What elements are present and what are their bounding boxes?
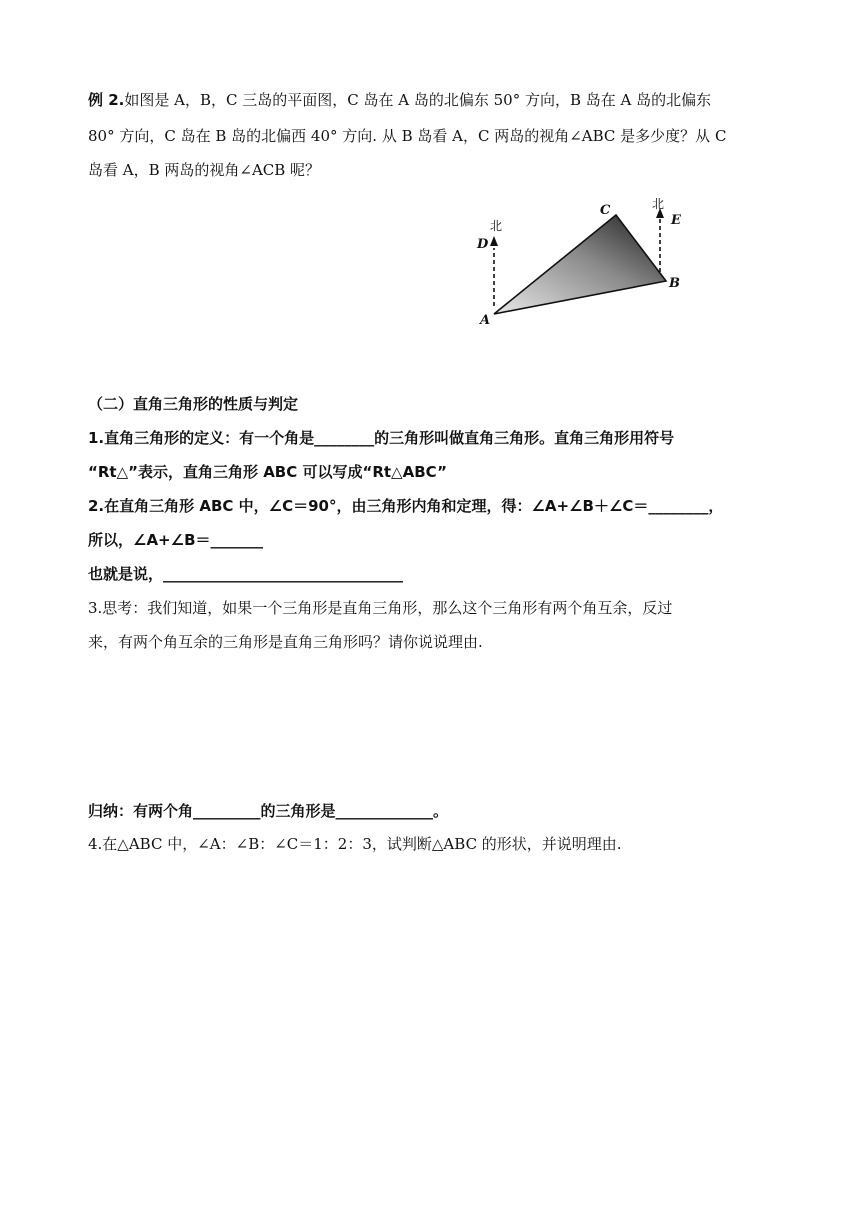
example-2-line-2: 80° 方向，C 岛在 B 岛的北偏西 40° 方向. 从 B 岛看 A，C 两岛的视角∠ABC 是多少度？从 C bbox=[88, 127, 727, 145]
example-2-line-3: 岛看 A，B 两岛的视角∠ACB 呢？ bbox=[88, 161, 321, 179]
north-label-right: 北 bbox=[652, 197, 665, 211]
label-d: D bbox=[477, 237, 489, 252]
label-c: C bbox=[600, 203, 611, 218]
example-2-text-1: 如图是 A，B，C 三岛的平面图，C 岛在 A 岛的北偏东 50° 方向，B 岛在 A 岛的北偏东 bbox=[124, 91, 712, 109]
label-a: A bbox=[480, 313, 491, 328]
q3-line-2: 来，有两个角互余的三角形是直角三角形吗？请你说说理由. bbox=[88, 633, 483, 651]
q2-line-3: 也就是说，________________________________ bbox=[88, 565, 404, 583]
north-arrow-a-icon bbox=[490, 236, 498, 246]
q1-line-2: “Rt△”表示，直角三角形 ABC 可以写成“Rt△ABC” bbox=[88, 463, 448, 481]
q2-line-1: 2.在直角三角形 ABC 中，∠C＝90°，由三角形内角和定理，得：∠A+∠B＋∠C＝________， bbox=[88, 497, 724, 515]
example-2-line-1 bbox=[88, 90, 711, 110]
example-2-label: 例 2. bbox=[88, 91, 125, 109]
label-b: B bbox=[669, 276, 680, 291]
section-2-heading: （二）直角三角形的性质与判定 bbox=[88, 395, 299, 413]
triangle-abc bbox=[494, 215, 666, 314]
q4-line: 4.在△ABC 中，∠A：∠B：∠C＝1：2：3，试判断△ABC 的形状，并说明理由. bbox=[88, 835, 622, 853]
north-label-left: 北 bbox=[490, 219, 503, 233]
q2-line-2: 所以，∠A+∠B＝_______ bbox=[88, 531, 264, 549]
q1-line-1: 1.直角三角形的定义：有一个角是________的三角形叫做直角三角形。直角三角形用符号 bbox=[88, 429, 675, 447]
islands-figure bbox=[470, 196, 700, 336]
label-e: E bbox=[671, 213, 681, 228]
q3-line-1: 3.思考：我们知道，如果一个三角形是直角三角形，那么这个三角形有两个角互余，反过 bbox=[88, 599, 673, 617]
summary-line: 归纳：有两个角_________的三角形是_____________。 bbox=[88, 802, 449, 820]
